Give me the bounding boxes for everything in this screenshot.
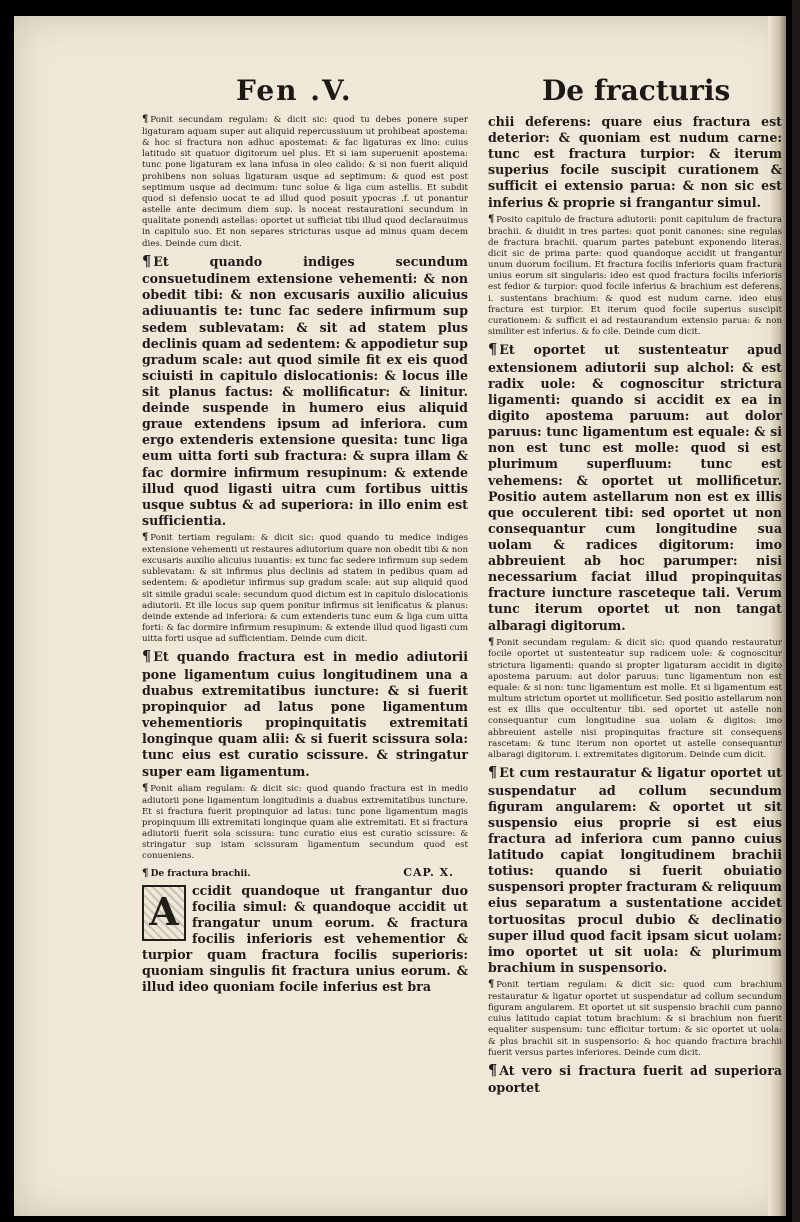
pilcrow-icon: ¶ (142, 252, 152, 270)
running-head-left: Fen .V. (236, 74, 353, 107)
pilcrow-icon: ¶ (142, 782, 149, 794)
decorated-initial: A (142, 885, 186, 941)
book-page (14, 16, 786, 1216)
pilcrow-icon: ¶ (488, 1061, 498, 1079)
commentary-paragraph: ¶ Ponit aliam regulam: & dicit sic: quod quando fractura est in medio adiutorii pone ligamentum longitudinis a duabus extremitatibus iuncture. Et si fractura fuerit propinquior ad latus: tunc pone ligamentum magis propinquum illi extremitati longinque quam alie extremitati. Et si fractura adiutorii fuerit sola scissura: tunc curatio eius est curatio scissure: & stringatur sup istam scissuram ligamentum secundum quod est conueniens. (142, 782, 468, 862)
pilcrow-icon: ¶ (142, 648, 152, 666)
right-text-column (488, 114, 782, 1096)
main-text-paragraph: ¶ At vero si fractura fuerit ad superiora oportet (488, 1061, 782, 1096)
left-text-column (142, 114, 468, 1052)
chapter-title: De fractura brachii. (150, 868, 251, 879)
main-text-paragraph: ¶ Et quando fractura est in medio adiutorii pone ligamentum cuius longitudinem una a duabus extremitatibus iuncture: & si fuerit propinquior ad latus pone ligamentum vehementioris propinquitatis extremitati longinque quam alii: & si fuerit scissura sola: tunc eius est curatio scissure. & stringatur super eam ligamentum. (142, 648, 468, 779)
pilcrow-icon: ¶ (142, 114, 149, 125)
commentary-paragraph: ¶ Ponit tertiam regulam: & dicit sic: quod cum brachium restauratur & ligatur oportet ut suspendatur ad collum secundum figuram angularem. Et oportet ut sit suspensio brachii cum panno cuius latitudo capiat totum brachium: & si brachium non fuerit equaliter suspensum: tunc efficitur tortum: & sic oportet ut uola: & plus brachii sit in suspensorio: & hoc quando fractura brachii fuerit versus partes inferiores. Deinde cum dicit. (488, 979, 782, 1058)
pilcrow-icon: ¶ (488, 341, 498, 359)
commentary-paragraph: ¶ Ponit secundam regulam: & dicit sic: quod quando restauratur focile oportet ut sustenteatur sup radicem uole: & cognoscitur strictura ligamenti: quando si propter ligaturam accidit in digito apostema paruum: aut dolor paruus: tunc ligamentum non est equale: & si non: tunc ligamentum est molle. Et si ligamentum est multum strictum oportet ut mollificetur. Sed positio astellarum non est ex illis que occultentur tibi. sed oportet ut astelle non consequantur cum longitudine sua uolam & digitos: imo abbreuient astelle nisi propinquitas fracture sit consequens rascetam: & tunc iterum non oportet ut astelle consequantur albaragi digitorum. i. extremitates digitorum. Deinde cum dicit. (488, 636, 782, 760)
pilcrow-icon: ¶ (488, 636, 495, 648)
commentary-paragraph: ¶ Ponit secundam regulam: & dicit sic: quod tu debes ponere super ligaturam aquam super aut aliquid repercussiuum ut prohibeat apostema: & hoc si fractura non adhuc apostemat: & fac ligaturas ex lino: cuius latitudo sit quatuor digitorum uel plus. Et si iam superuenit apostema: tunc pone ligaturam ex lana infusa in oleo calido: & si non fuerit aliquid prohibens non soluas ligaturam usque ad septimum: & quod est post septimum usque ad decimum: tunc solue & liga cum astellis. Et subdit quod si defensio uocat te ad illud quod posuit ypocras .f. ut ponantur astelle ante decimum diem sup. ls noceat restaurationi secundum in qualitate ponendi astellas: oportet ut sufficiat tibi illud quod declarauimus in capitulo suo. Et non separes stricturas usque ad minus quam decem dies. Deinde cum dicit. (142, 114, 468, 249)
main-text-paragraph: ¶ Et oportet ut sustenteatur apud extensionem adiutorii sup alchol: & est radix uole: & cognoscitur strictura ligamenti: quando si accidit ex ea in digito apostema paruum: aut dolor paruus: tunc ligamentum est equale: & si non est tunc est molle: quod si est plurimum superfluum: tunc est vehemens: & oportet ut mollificetur. Positio autem astellarum non est ex illis que occulerent tibi: sed oportet ut non consequantur cum longitudine sua uolam & radices digitorum: imo abbreuient ab hoc parumper: nisi necessarium faciat illud propinquitas fracture iuncture rasceteque tali. Verum tunc iterum oportet ut non tangat albaragi digitorum. (488, 341, 782, 633)
chapter-number: CAP. X. (403, 865, 454, 879)
pilcrow-icon: ¶ (488, 979, 495, 991)
running-head-right: De fracturis (542, 74, 731, 107)
pilcrow-icon: ¶ (142, 866, 149, 879)
pilcrow-icon: ¶ (142, 532, 149, 544)
chapter-heading (142, 866, 468, 879)
scan-edge (792, 0, 800, 1222)
commentary-paragraph: ¶ Ponit tertiam regulam: & dicit sic: quod quando tu medice indiges extensione vehementi ut restaures adiutorium quare non obedit tibi & non excusaris auxilio alicuius iuuantis: ex tunc fac sedere infirmum sup sedem sublevatam: & sit infirmus plus declinis ad statem in pedibus quam ad sedentem: & apodietur infirmus sup gradum scale: aut sup aliquid quod sit simile gradui scale: secundum quod dictum est in capitulo dislocationis adiutorii. Et ille locus sup quem ponitur infirmus sit lenificatus & planus: deinde extende ad inferiora: & cum extenderis tunc eum & liga cum uitta forti: & fac dormire infirmum resupinum: & extende illud quod ligasti cum uitta forti usque ad sufficientiam. Deinde cum dicit. (142, 532, 468, 645)
main-text-paragraph: chii deferens: quare eius fractura est deterior: & quoniam est nudum carne: tunc est fractura turpior: & iterum superius focile suscipit curationem & sufficit ei extensio parua: & non sic est inferius & proprie si frangantur simul. (488, 114, 782, 210)
main-text-paragraph: ¶ Et cum restauratur & ligatur oportet ut suspendatur ad collum secundum figuram angularem: & oportet ut sit suspensio eius proprie si est eius fractura ad inferiora cum panno cuius latitudo capiat longitudinem brachii totius: quando si fuerit obuiatio suspensori propter fracturam & reliquum eius separatum a sustentatione accidet tortuositas procul dubio & declinatio super illud quod facit ipsam sicut uolam: imo oportet ut sit uola: & plurimum brachium in suspensorio. (488, 764, 782, 975)
pilcrow-icon: ¶ (488, 213, 495, 225)
main-text-paragraph: ¶ Et quando indiges secundum consuetudinem extensione vehementi: & non obedit tibi: & non excusaris auxilio alicuius adiuuantis te: tunc fac sedere infirmum sup sedem sublevatam: & sit ad statem plus declinis quam ad sedentem: & appodietur sup gradum scale: aut quod simile fit ex eis quod sciuisti in capitulo dislocationis: & locus ille sit planus factus: & mollificatur: & linitur. deinde suspende in humero eius aliquid graue extendens ipsum ad inferiora. cum ergo extenderis extensione quesita: tunc liga eum uitta forti sub fractura: & supra illam & fac dormire infirmum resupinum: & extende illud quod ligasti uitra cum fortibus uittis usque subtus & ad superiora: in illo enim est sufficientia. (142, 252, 468, 528)
chapter-opening-paragraph: A ccidit quandoque ut frangantur duo focilia simul: & quandoque accidit ut frangatur unum eorum. & fractura focilis inferioris est vehementior & turpior quam fractura focilis superioris: quoniam singulis fit fractura unius eorum. & illud ideo quoniam focile inferius est bra (142, 882, 468, 995)
commentary-paragraph: ¶ Posito capitulo de fractura adiutorii: ponit capitulum de fractura brachii. & diuidit in tres partes: quot ponit canones: sine regulas de fractura brachii. quarum partes patebunt exponendo literas. dicit sic de prima parte: quod quandoque accidit ut frangantur unum duorum focilium. Et fractura focilis inferioris quam fractura unius eorum sit singularis: ideo est quod fractura focilis inferioris est fedior & turpior: quod focile inferius & brachium est deferens. i. sustentans brachium: & quod est nudum carne. ideo eius fractura est turpior. Et iterum quod focile superius suscipit curationem: & sufficit ei ad restaurandum extensio parua: & non similiter est inferius. & fo cile. Deinde cum dicit. (488, 213, 782, 338)
pilcrow-icon: ¶ (488, 764, 498, 782)
